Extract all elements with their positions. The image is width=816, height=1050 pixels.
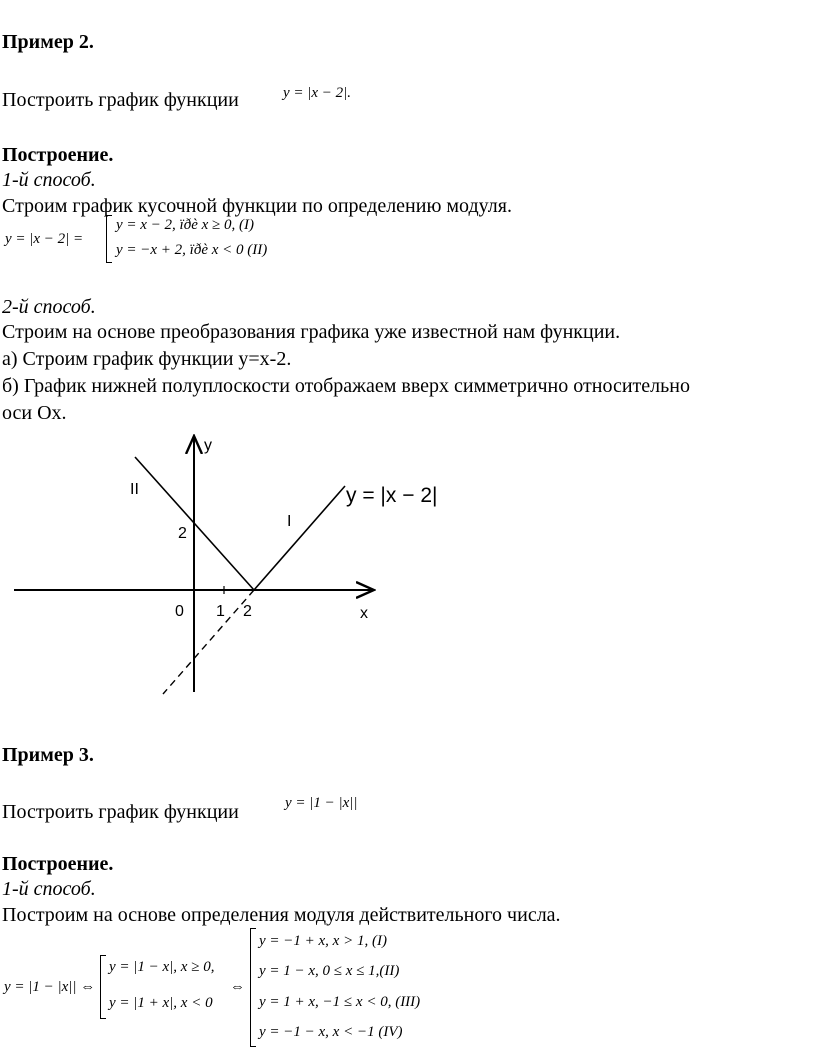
example-2-way2-label: 2-й способ. — [2, 296, 96, 318]
tick-label-2: 2 — [243, 603, 252, 620]
example-3-heading: Пример 3. — [2, 744, 94, 766]
example-3-lhs: y = |1 − |x|| ⇔ — [4, 979, 96, 995]
piecewise-case-2: y = −x + 2, ïðè x < 0 (II) — [116, 242, 268, 258]
x-axis-label: x — [360, 605, 368, 622]
function-label: y = |x − 2| — [346, 484, 438, 507]
tick-label-y-2: 2 — [178, 525, 187, 542]
right-bracket — [250, 928, 256, 1047]
middle-case-1: y = |1 − x|, x ≥ 0, — [109, 959, 215, 975]
branch-I-label: I — [287, 513, 292, 530]
example-3-way1-label: 1-й способ. — [2, 878, 96, 900]
example-2-way1-text: Строим график кусочной функции по определению модуля. — [2, 195, 512, 217]
example-2-way2-text: Строим на основе преобразования графика уже известной нам функции. — [2, 321, 621, 343]
example-3-task-formula: y = |1 − |x|| — [285, 795, 358, 811]
example-2-heading: Пример 2. — [2, 31, 94, 53]
y-axis-label: y — [204, 437, 212, 454]
example-2-way1-label: 1-й способ. — [2, 169, 96, 191]
example-2-construction-heading: Построение. — [2, 144, 114, 166]
middle-bracket — [100, 955, 106, 1019]
right-case-4: y = −1 − x, x < −1 (IV) — [259, 1024, 403, 1040]
piecewise-bracket — [106, 215, 112, 263]
step-b-line-2: оси Ox. — [2, 402, 67, 424]
graph-abs-x-minus-2 — [0, 430, 438, 700]
piecewise-case-1: y = x − 2, ïðè x ≥ 0, (I) — [116, 217, 255, 233]
right-case-3: y = 1 + x, −1 ≤ x < 0, (III) — [259, 994, 421, 1010]
example-2-task-formula: y = |x − 2|. — [283, 85, 352, 101]
step-b-line-1: б) График нижней полуплоскости отображаем вверх симметрично относительно — [2, 375, 690, 397]
example-3-way1-text: Построим на основе определения модуля действительного числа. — [2, 904, 561, 926]
branch-II-label: II — [130, 481, 139, 498]
middle-case-2: y = |1 + x|, x < 0 — [109, 995, 213, 1011]
equivalence-sign: ⇔ — [230, 979, 245, 995]
branch-I-line — [254, 486, 345, 590]
tick-label-0: 0 — [175, 603, 184, 620]
piecewise-lhs: y = |x − 2| = — [5, 231, 84, 247]
example-2-task: Построить график функции — [2, 89, 239, 111]
right-case-2: y = 1 − x, 0 ≤ x ≤ 1,(II) — [259, 963, 400, 979]
right-case-1: y = −1 + x, x > 1, (I) — [259, 933, 387, 949]
example-3-construction-heading: Построение. — [2, 853, 114, 875]
tick-label-1: 1 — [216, 603, 225, 620]
example-3-task: Построить график функции — [2, 801, 239, 823]
step-a: а) Строим график функции y=x-2. — [2, 348, 292, 370]
